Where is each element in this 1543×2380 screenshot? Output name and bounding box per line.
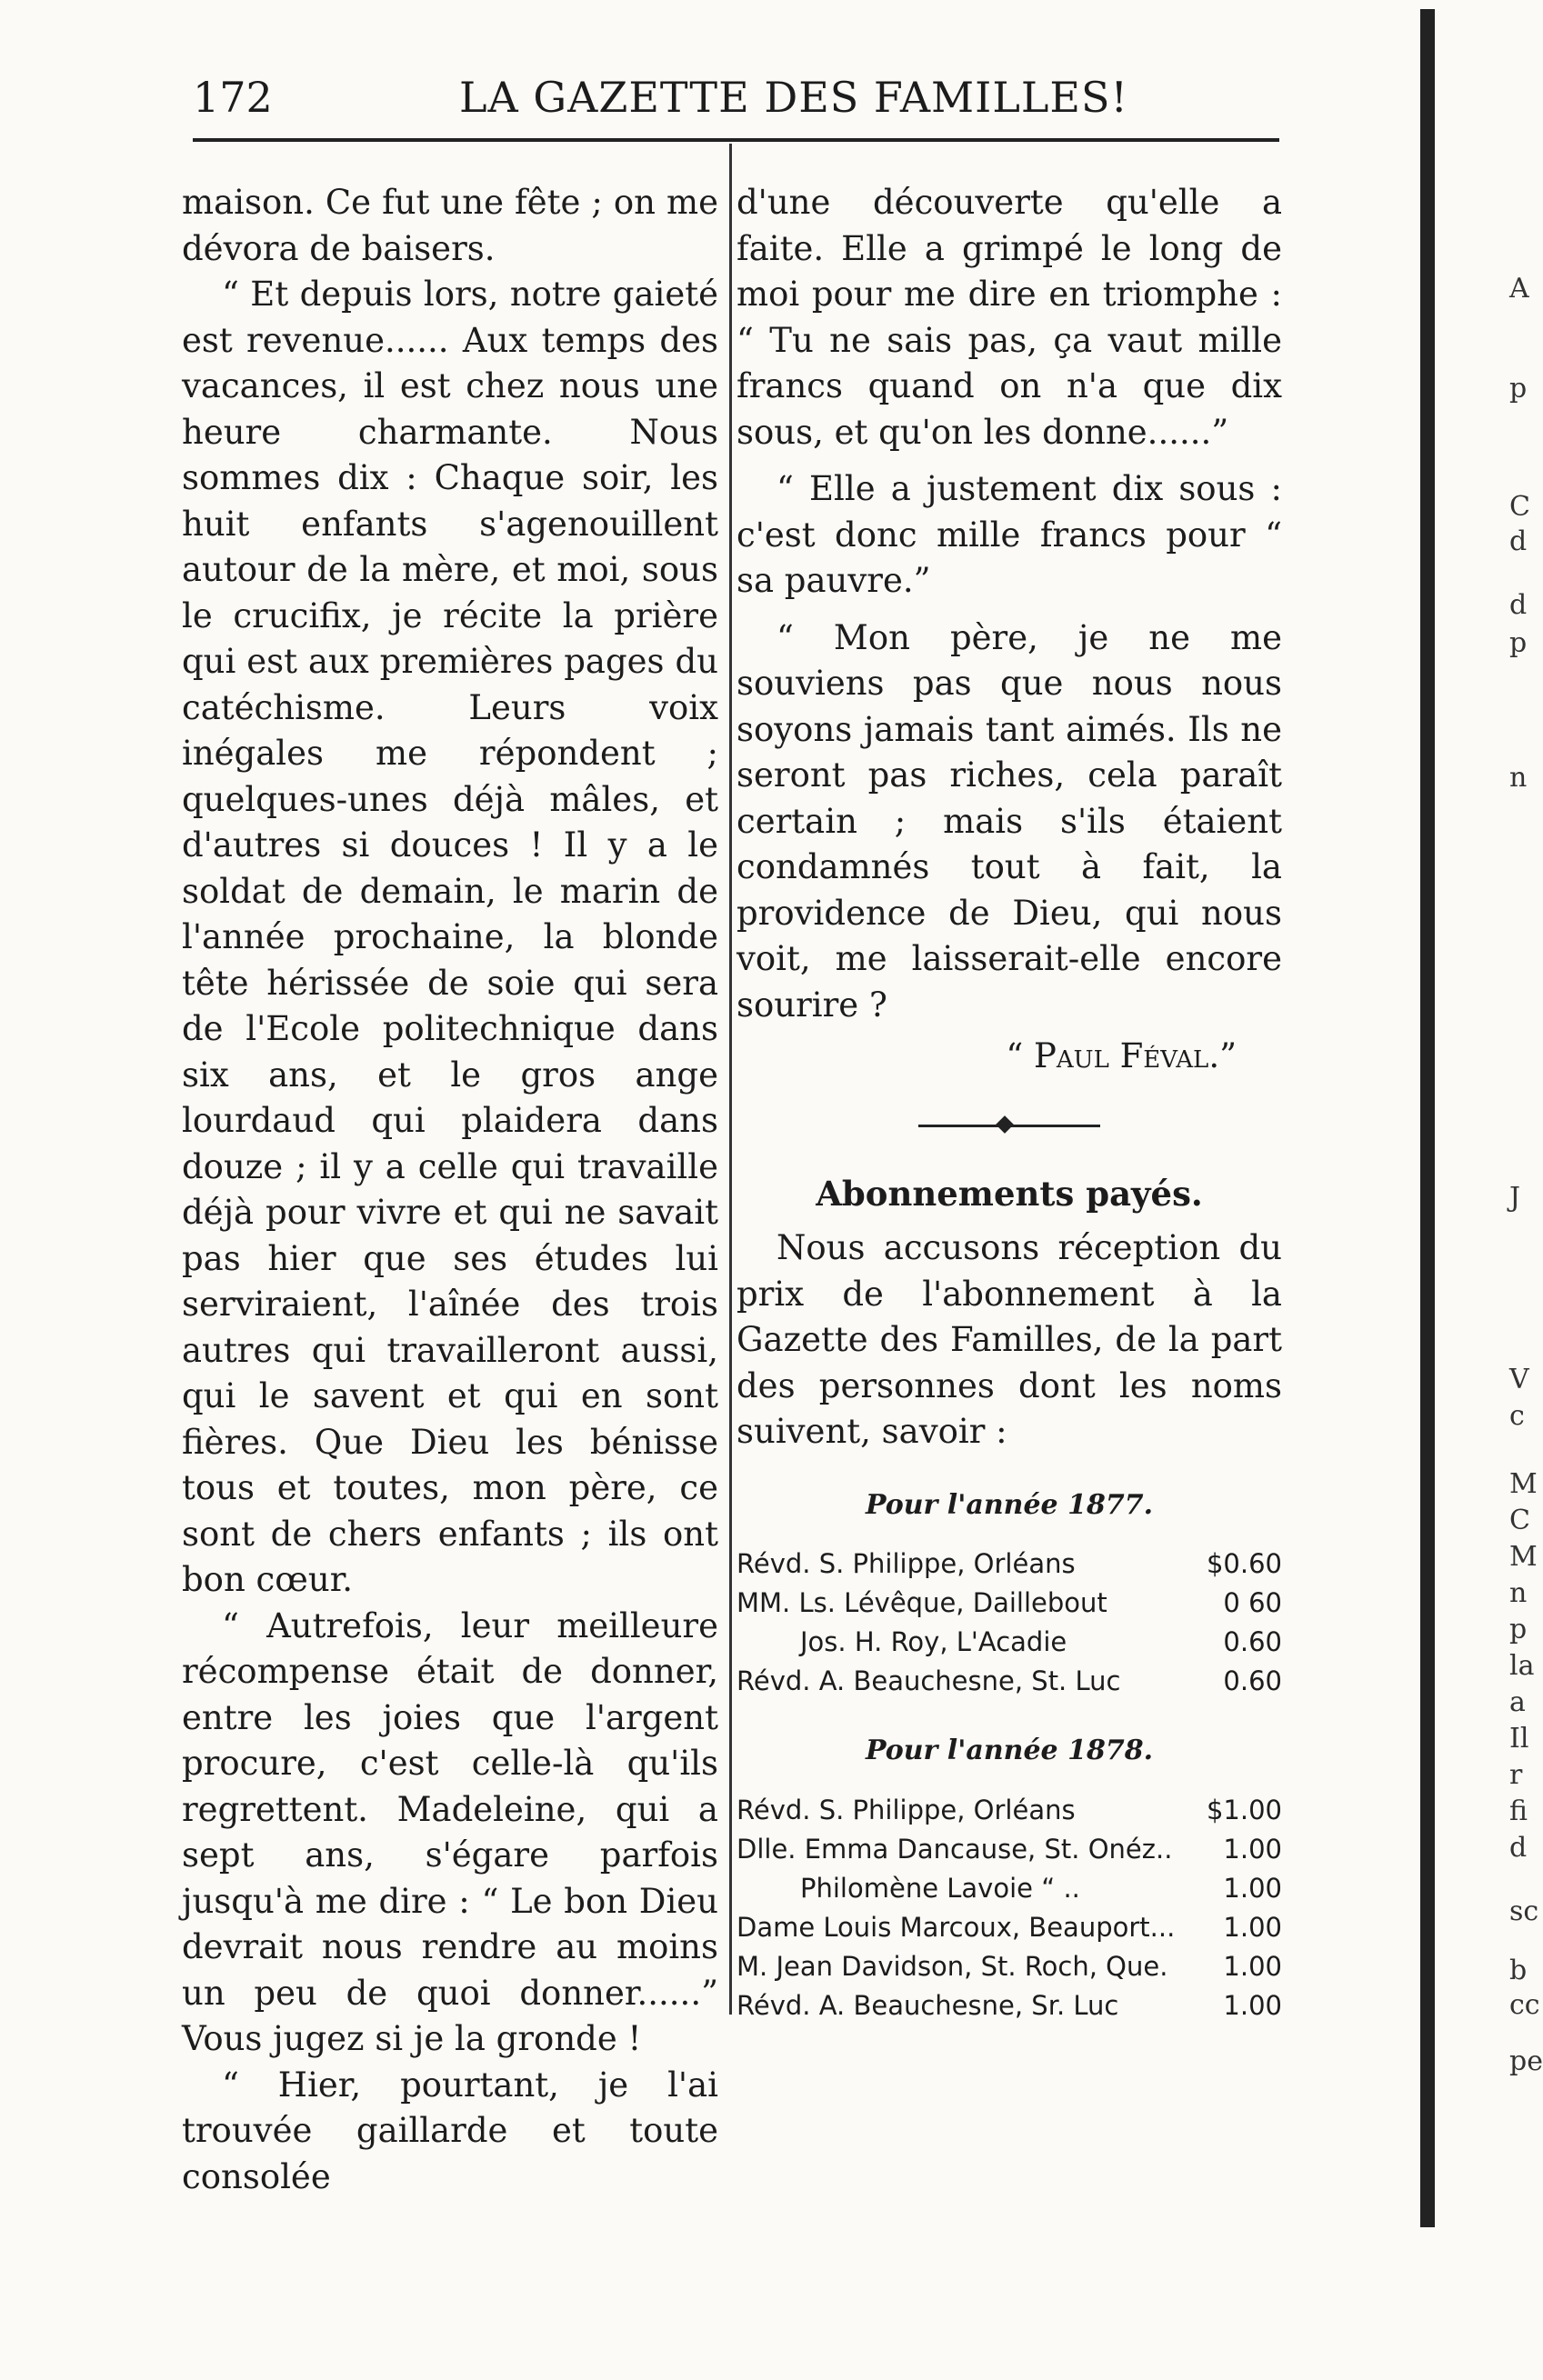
text-fragment: c — [1509, 1400, 1525, 1432]
running-title: LA GAZETTE DES FAMILLES! — [459, 73, 1128, 122]
paragraph: d'une découverte qu'elle a faite. Elle a grimpé le long de moi pour me dire en triomphe : “ Tu ne sais pas, ça vaut mille francs quand on n'a que dix sous, et qu'on les donne......” — [736, 183, 1282, 452]
list-item — [736, 1986, 1282, 2025]
subscription-amount: 1.00 — [1223, 1872, 1282, 1904]
text-fragment: pe — [1509, 2045, 1543, 2077]
subscriber-name: Révd. A. Beauchesne, Sr. Luc — [736, 1989, 1119, 2021]
subscriber-name: Révd. S. Philippe, Orléans — [736, 1548, 1076, 1579]
subscription-amount: 1.00 — [1223, 1989, 1282, 2021]
paragraph: “ Et depuis lors, notre gaieté est revenue...... Aux temps des vacances, il est chez nous une heure charmante. Nous sommes dix : Chaque soir, les huit enfants s'agenouillent autour de la mère, et moi, sous le crucifix, je récite la prière qui est aux premières pages du catéchisme. Leurs voix inégales me répondent ; quelques-unes déjà mâles, et d'autres si douces ! Il y a le soldat de demain, le marin de l'année prochaine, la blonde tête hérissée de soie qui sera de l'Ecole politechnique dans six ans, et le gros ange lourdaud qui plaidera dans douze ; il y a celle qui travaille déjà pour vivre et qui ne savait pas hier que ses études lui serviraient, l'aînée des trois autres qui travailleront aussi, qui le savent et qui en sont fières. Que Dieu les bénisse tous et toutes, mon père, ce sont de chers enfants ; ils ont bon cœur. — [182, 275, 718, 1599]
left-column — [182, 180, 718, 2200]
text-fragment: p — [1509, 627, 1528, 659]
subscriber-list-1878 — [736, 1791, 1282, 2025]
subscription-amount: 1.00 — [1223, 1911, 1282, 1943]
text-fragment: r — [1509, 1759, 1523, 1791]
paragraph: “ Hier, pourtant, je l'ai trouvée gaillarde et toute consolée — [182, 2065, 718, 2196]
subscriber-name: Dame Louis Marcoux, Beauport... — [736, 1911, 1176, 1943]
text-fragment: sc — [1509, 1895, 1539, 1927]
text-fragment: d — [1509, 1832, 1528, 1864]
ornament-divider — [918, 1118, 1100, 1133]
subscriber-name: Révd. A. Beauchesne, St. Luc — [736, 1665, 1121, 1696]
year-heading-1877: Pour l'année 1877. — [865, 1488, 1154, 1521]
author-signature: “ Paul Féval.” — [1006, 1036, 1237, 1075]
page-header — [193, 64, 1279, 127]
list-item — [736, 1869, 1282, 1908]
text-fragment: la — [1509, 1650, 1535, 1682]
text-fragment: C — [1509, 491, 1530, 523]
text-fragment: M — [1509, 1541, 1538, 1573]
list-item — [736, 1947, 1282, 1986]
paragraph: “ Autrefois, leur meilleure récompense était de donner, entre les joies que l'argent procure, c'est celle-là qu'ils regrettent. Madeleine, qui a sept ans, s'égare parfois jusqu'à me dire : “ Le bon Dieu devrait nous rendre au moins un peu de quoi donner......” Vous jugez si je la gronde ! — [182, 1605, 718, 2058]
text-fragment: fi — [1509, 1795, 1528, 1827]
column-divider — [729, 144, 732, 2015]
year-heading-1878: Pour l'année 1878. — [865, 1735, 1154, 1766]
subscriber-name: M. Jean Davidson, St. Roch, Que. — [736, 1950, 1168, 1982]
section-title: Abonnements payés. — [816, 1173, 1203, 1214]
subscription-amount: 0.60 — [1223, 1626, 1282, 1657]
text-fragment: d — [1509, 589, 1528, 621]
list-item — [736, 1791, 1282, 1830]
list-item — [736, 1545, 1282, 1584]
page-number: 172 — [193, 73, 273, 122]
text-fragment: M — [1509, 1468, 1538, 1500]
list-item — [736, 1908, 1282, 1947]
subscriber-name: Dlle. Emma Dancause, St. Onéz.. — [736, 1833, 1173, 1865]
text-fragment: V — [1509, 1364, 1529, 1395]
subscriber-name: Révd. S. Philippe, Orléans — [736, 1794, 1076, 1825]
page-gutter-edge — [1420, 9, 1435, 2227]
subscription-amount: $1.00 — [1206, 1794, 1282, 1825]
subscription-amount: $0.60 — [1206, 1548, 1282, 1579]
right-column — [736, 180, 1282, 2025]
subscription-amount: 1.00 — [1223, 1950, 1282, 1982]
text-fragment: J — [1509, 1182, 1521, 1214]
text-fragment: p — [1509, 373, 1528, 405]
text-fragment: Il — [1509, 1723, 1529, 1755]
subscriber-name: MM. Ls. Lévêque, Daillebout — [736, 1587, 1107, 1618]
subscription-amount: 0.60 — [1223, 1665, 1282, 1696]
text-fragment: n — [1509, 762, 1528, 794]
text-fragment: C — [1509, 1505, 1530, 1536]
header-rule — [193, 138, 1279, 142]
text-fragment: cc — [1509, 1989, 1540, 2021]
text-fragment: a — [1509, 1686, 1526, 1718]
subscriber-list-1877 — [736, 1545, 1282, 1701]
list-item — [736, 1662, 1282, 1701]
subscriber-name: Jos. H. Roy, L'Acadie — [800, 1626, 1067, 1657]
adjacent-page-edge — [1420, 0, 1543, 2380]
text-fragment: p — [1509, 1614, 1528, 1645]
subscriber-name: Philomène Lavoie “ .. — [800, 1872, 1080, 1904]
list-item — [736, 1584, 1282, 1623]
subscription-intro: Nous accusons réception du prix de l'abonnement à la Gazette des Familles, de la part des personnes dont les noms suivent, savoir : — [736, 1228, 1282, 1451]
text-fragment: d — [1509, 525, 1528, 557]
text-fragment: A — [1509, 273, 1529, 305]
paragraph: maison. Ce fut une fête ; on me dévora de baisers. — [182, 183, 718, 268]
subscription-amount: 1.00 — [1223, 1833, 1282, 1865]
paragraph: “ Elle a justement dix sous : c'est donc mille francs pour “ sa pauvre.” — [736, 469, 1282, 600]
text-fragment: b — [1509, 1955, 1528, 1986]
paragraph: “ Mon père, je ne me souviens pas que nous nous soyons jamais tant aimés. Ils ne seront pas riches, cela paraît certain ; mais s'ils étaient condamnés tout à fait, la providence de Dieu, qui nous voit, me laisserait-elle encore sourire ? — [736, 617, 1282, 1025]
list-item — [736, 1830, 1282, 1869]
subscription-amount: 0 60 — [1223, 1587, 1282, 1618]
text-fragment: n — [1509, 1577, 1528, 1609]
list-item — [736, 1623, 1282, 1662]
